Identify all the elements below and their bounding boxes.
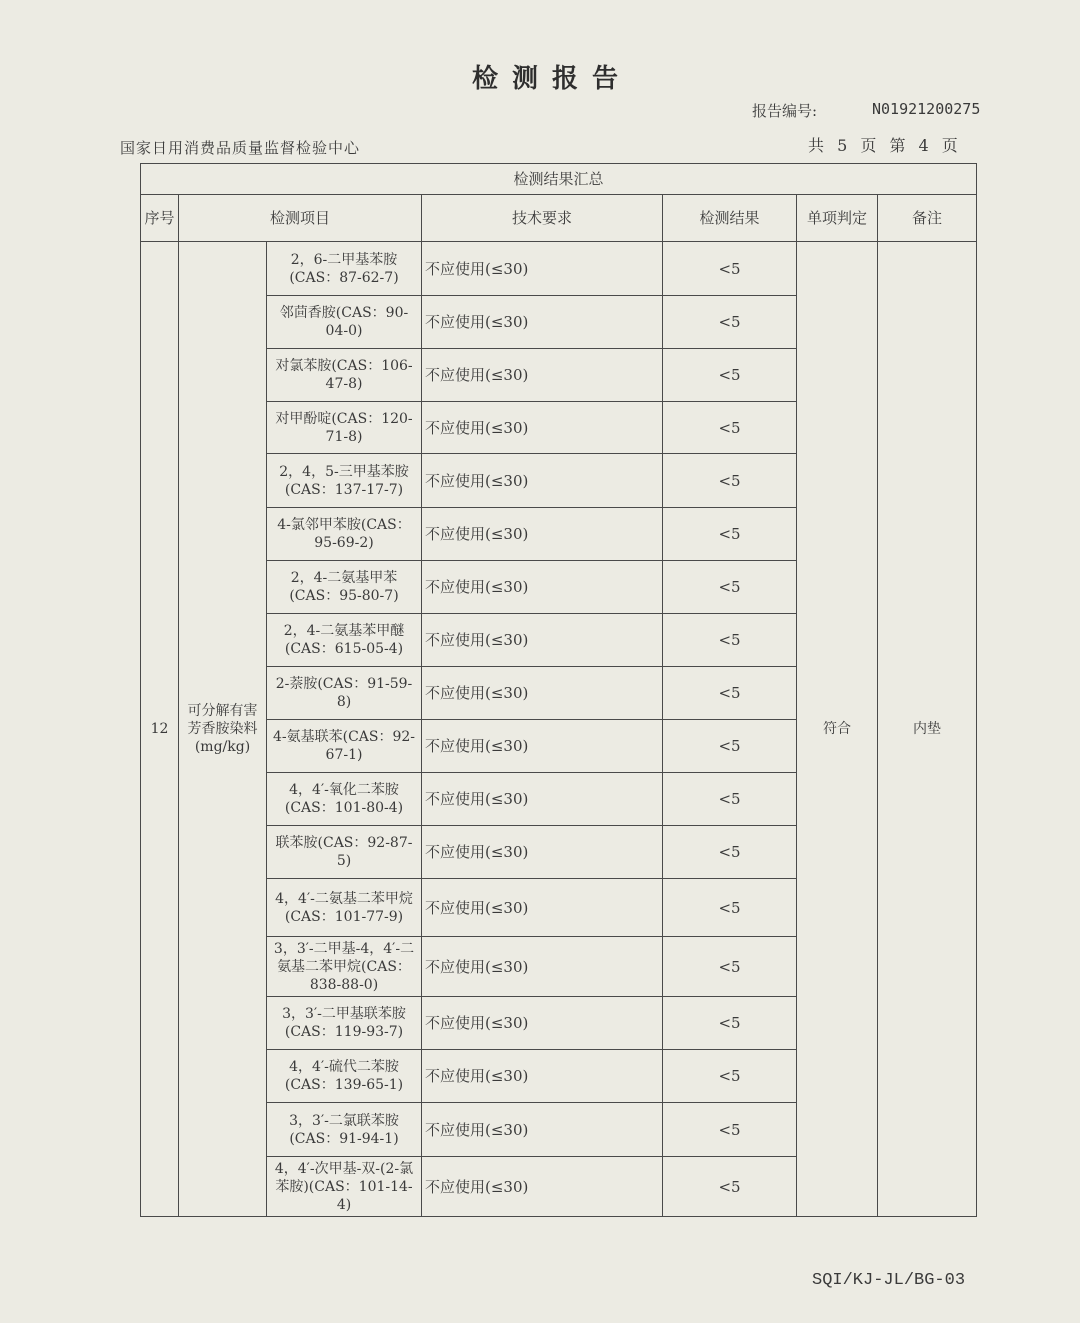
test-item: 3，3′-二甲基-4，4′-二氨基二苯甲烷(CAS：838-88-0) (267, 937, 422, 997)
technical-requirement: 不应使用(≤30) (422, 667, 663, 720)
test-item: 对氯苯胺(CAS：106-47-8) (267, 349, 422, 402)
technical-requirement: 不应使用(≤30) (422, 508, 663, 561)
technical-requirement: 不应使用(≤30) (422, 773, 663, 826)
test-result: <5 (663, 242, 797, 296)
col-header-judgement: 单项判定 (797, 195, 878, 242)
test-result: <5 (663, 296, 797, 349)
technical-requirement: 不应使用(≤30) (422, 614, 663, 667)
test-item: 2，4，5-三甲基苯胺(CAS：137-17-7) (267, 454, 422, 508)
col-header-remark: 备注 (878, 195, 977, 242)
test-item: 2，6-二甲基苯胺(CAS：87-62-7) (267, 242, 422, 296)
test-item: 4，4′-氧化二苯胺(CAS：101-80-4) (267, 773, 422, 826)
technical-requirement: 不应使用(≤30) (422, 349, 663, 402)
judgement: 符合 (797, 242, 878, 1217)
test-result: <5 (663, 614, 797, 667)
test-item: 4，4′-次甲基-双-(2-氯苯胺)(CAS：101-14-4) (267, 1157, 422, 1217)
technical-requirement: 不应使用(≤30) (422, 826, 663, 879)
technical-requirement: 不应使用(≤30) (422, 296, 663, 349)
test-result: <5 (663, 720, 797, 773)
report-number: N01921200275 (872, 100, 981, 118)
test-result: <5 (663, 937, 797, 997)
test-item: 对甲酚啶(CAS：120-71-8) (267, 402, 422, 454)
col-header-item: 检测项目 (179, 195, 422, 242)
test-result: <5 (663, 997, 797, 1050)
technical-requirement: 不应使用(≤30) (422, 1157, 663, 1217)
test-result: <5 (663, 349, 797, 402)
test-result: <5 (663, 773, 797, 826)
test-result: <5 (663, 454, 797, 508)
technical-requirement: 不应使用(≤30) (422, 1103, 663, 1157)
test-item: 3，3′-二甲基联苯胺(CAS：119-93-7) (267, 997, 422, 1050)
col-header-requirement: 技术要求 (422, 195, 663, 242)
col-header-seq: 序号 (141, 195, 179, 242)
test-result: <5 (663, 561, 797, 614)
technical-requirement: 不应使用(≤30) (422, 937, 663, 997)
technical-requirement: 不应使用(≤30) (422, 1050, 663, 1103)
technical-requirement: 不应使用(≤30) (422, 402, 663, 454)
column-header-row (141, 195, 977, 242)
form-code: SQI/KJ-JL/BG-03 (812, 1271, 966, 1290)
technical-requirement: 不应使用(≤30) (422, 561, 663, 614)
report-number-label: 报告编号: (752, 102, 818, 120)
table-row (141, 242, 977, 296)
test-item: 2，4-二氨基甲苯(CAS：95-80-7) (267, 561, 422, 614)
report-title: 检测报告 (471, 64, 632, 94)
test-item: 4，4′-二氨基二苯甲烷(CAS：101-77-9) (267, 879, 422, 937)
test-result: <5 (663, 879, 797, 937)
results-table (140, 163, 977, 1217)
summary-title: 检测结果汇总 (141, 164, 977, 195)
test-result: <5 (663, 667, 797, 720)
sequence-number: 12 (141, 242, 179, 1217)
test-result: <5 (663, 402, 797, 454)
technical-requirement: 不应使用(≤30) (422, 879, 663, 937)
test-result: <5 (663, 1050, 797, 1103)
test-result: <5 (663, 1157, 797, 1217)
summary-header-row (141, 164, 977, 195)
technical-requirement: 不应使用(≤30) (422, 454, 663, 508)
technical-requirement: 不应使用(≤30) (422, 997, 663, 1050)
technical-requirement: 不应使用(≤30) (422, 720, 663, 773)
test-item: 4-氯邻甲苯胺(CAS：95-69-2) (267, 508, 422, 561)
technical-requirement: 不应使用(≤30) (422, 242, 663, 296)
test-item: 4-氨基联苯(CAS：92-67-1) (267, 720, 422, 773)
col-header-result: 检测结果 (663, 195, 797, 242)
pagination: 共 5 页 第 4 页 (808, 136, 958, 155)
test-result: <5 (663, 508, 797, 561)
test-result: <5 (663, 826, 797, 879)
remark: 内垫 (878, 242, 977, 1217)
test-item: 2-萘胺(CAS：91-59-8) (267, 667, 422, 720)
test-item: 3，3′-二氯联苯胺(CAS：91-94-1) (267, 1103, 422, 1157)
test-item: 联苯胺(CAS：92-87-5) (267, 826, 422, 879)
test-item: 4，4′-硫代二苯胺(CAS：139-65-1) (267, 1050, 422, 1103)
test-item: 邻茴香胺(CAS：90-04-0) (267, 296, 422, 349)
test-category: 可分解有害芳香胺染料(mg/kg) (179, 242, 267, 1217)
organization-name: 国家日用消费品质量监督检验中心 (120, 139, 361, 157)
test-result: <5 (663, 1103, 797, 1157)
test-item: 2，4-二氨基苯甲醚(CAS：615-05-4) (267, 614, 422, 667)
